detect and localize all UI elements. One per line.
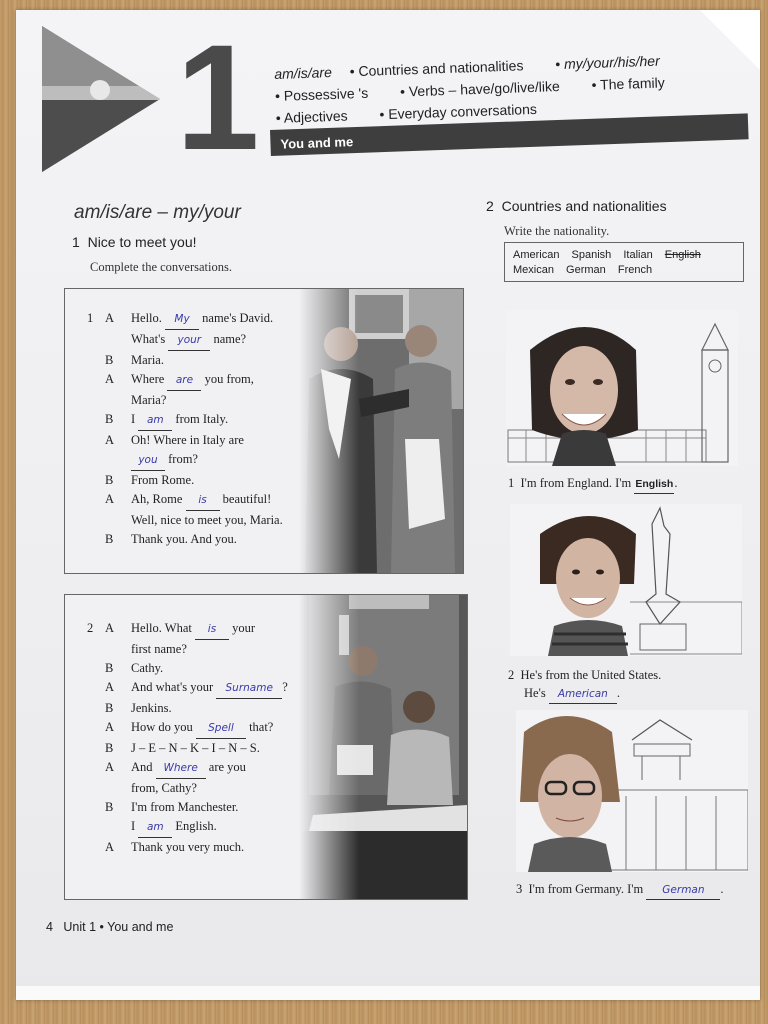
speaker-label: A xyxy=(105,840,115,854)
speaker-label: B xyxy=(105,741,114,755)
dialogue-line xyxy=(87,431,327,450)
answer-3[interactable]: German xyxy=(646,881,720,900)
dialogue-line xyxy=(87,659,327,678)
dialogue-line xyxy=(87,309,327,330)
unit-number: 1 xyxy=(176,13,254,181)
dialogue-text: Maria? xyxy=(131,393,167,407)
word-spanish: Spanish xyxy=(571,249,612,261)
dialogue-text: And xyxy=(131,760,156,774)
word-mexican: Mexican xyxy=(513,264,554,276)
dialogue-line xyxy=(87,699,327,718)
speaker-label: B xyxy=(105,661,114,675)
conversation-1-answer-blank[interactable]: are xyxy=(167,371,201,391)
page-bottom-edge xyxy=(16,986,760,1000)
exercise-1-instruction: Complete the conversations. xyxy=(90,260,232,274)
dialogue-line xyxy=(87,718,327,739)
dialogue-line xyxy=(87,471,327,490)
speaker-label: A xyxy=(105,311,115,325)
conversation-1-answer-blank[interactable]: am xyxy=(138,411,172,431)
speaker-label: B xyxy=(105,353,114,367)
dialogue-text: I xyxy=(131,412,139,426)
dialogue-text: beautiful! xyxy=(219,492,272,506)
dialogue-text: I'm from Manchester. xyxy=(131,800,239,814)
conversation-number: 2 xyxy=(87,621,94,635)
topic-verbs: Verbs – have/go/live/like xyxy=(408,78,560,100)
page-number: 4 xyxy=(46,920,53,934)
nationality-word-box xyxy=(504,242,744,282)
dialogue-text: Hello. What xyxy=(131,621,195,635)
dialogue-text: From Rome. xyxy=(131,473,195,487)
dialogue-text: Cathy. xyxy=(131,661,164,675)
dialogue-text: from Italy. xyxy=(172,412,229,426)
dialogue-text: What's xyxy=(131,332,169,346)
dialogue-text: Ah, Rome xyxy=(131,492,186,506)
exercise-1-heading: 1 Nice to meet you! xyxy=(72,234,197,250)
unit-header-triangle-image xyxy=(42,26,160,172)
dialogue-line xyxy=(87,640,327,659)
dialogue-line xyxy=(87,351,327,370)
textbook-page xyxy=(16,10,760,1000)
conversation-1-box xyxy=(64,288,464,574)
word-english: English xyxy=(664,249,701,261)
conversation-1-answer-blank[interactable]: your xyxy=(168,331,210,351)
dialogue-line xyxy=(87,530,327,549)
conversation-1-dialogue xyxy=(87,309,327,549)
dialogue-line xyxy=(87,511,327,530)
conversation-1-answer-blank[interactable]: My xyxy=(165,310,199,330)
dialogue-line xyxy=(87,678,327,699)
topic-am-is-are: am/is/are xyxy=(274,63,333,82)
nationality-item-2: 2 He's from the United States. He's American . xyxy=(508,666,661,704)
dialogue-text: Well, nice to meet you, Maria. xyxy=(131,513,283,527)
dialogue-text: Jenkins. xyxy=(131,701,172,715)
dialogue-text: English. xyxy=(172,819,217,833)
conversation-2-answer-blank[interactable]: Where xyxy=(156,759,206,779)
dialogue-text: your xyxy=(229,621,256,635)
word-french: French xyxy=(617,264,653,276)
topic-possessive-s: Possessive 's xyxy=(283,84,369,104)
page-footer: 4 Unit 1 • You and me xyxy=(46,920,174,934)
speaker-label: B xyxy=(105,412,114,426)
exercise-2-instruction: Write the nationality. xyxy=(504,224,610,238)
dialogue-text: Maria. xyxy=(131,353,164,367)
dialogue-text: ? xyxy=(282,680,288,694)
dialogue-line xyxy=(87,758,327,779)
nationality-item-3: 3 I'm from Germany. I'm German . xyxy=(516,880,724,900)
speaker-label: A xyxy=(105,372,115,386)
dialogue-text: that? xyxy=(245,720,274,734)
dialogue-text: Thank you. And you. xyxy=(131,532,237,546)
dialogue-line xyxy=(87,798,327,817)
dialogue-text: I xyxy=(131,819,139,833)
conversation-2-answer-blank[interactable]: am xyxy=(138,818,172,838)
dialogue-line xyxy=(87,330,327,351)
dialogue-line xyxy=(87,779,327,798)
topic-possessive-adjectives: my/your/his/her xyxy=(563,52,660,72)
dialogue-line xyxy=(87,619,327,640)
dialogue-line xyxy=(87,410,327,431)
unit-title: You and me xyxy=(280,134,354,152)
unit-topics-list: am/is/are • Countries and nationalities • my/your/his/her • Possessive 's • Verbs – have/go/live/like • The family • Adjectives • Everyday conversations xyxy=(274,52,665,126)
dialogue-text: you from, xyxy=(201,372,254,386)
dialogue-text: Thank you very much. xyxy=(131,840,245,854)
dialogue-text: name's David. xyxy=(199,311,274,325)
dialogue-text: first name? xyxy=(131,642,187,656)
england-illustration xyxy=(506,310,738,466)
speaker-label: A xyxy=(105,433,115,447)
word-italian: Italian xyxy=(623,249,653,261)
dialogue-text: Hello. xyxy=(131,311,166,325)
nationality-item-1: 1 I'm from England. I'm English. xyxy=(508,474,677,494)
section-title: am/is/are – my/your xyxy=(74,202,241,223)
speaker-label: B xyxy=(105,800,114,814)
germany-illustration xyxy=(516,710,748,872)
word-american: American xyxy=(513,249,560,261)
usa-illustration xyxy=(510,504,742,656)
topic-adjectives: Adjectives xyxy=(283,107,348,126)
word-german: German xyxy=(566,264,606,276)
footer-unit: Unit 1 xyxy=(63,920,97,934)
speaker-label: A xyxy=(105,492,115,506)
conversation-2-dialogue xyxy=(87,619,327,857)
speaker-label: B xyxy=(105,701,114,715)
topic-countries-nationalities: Countries and nationalities xyxy=(358,57,524,80)
speaker-label: B xyxy=(105,473,114,487)
conversation-2-box xyxy=(64,594,468,900)
dialogue-text: Where xyxy=(131,372,168,386)
conversation-2-answer-blank[interactable]: is xyxy=(195,620,229,640)
answer-2[interactable]: American xyxy=(549,685,617,704)
dialogue-line xyxy=(87,838,327,857)
dialogue-text: from? xyxy=(165,452,198,466)
topic-family: The family xyxy=(599,74,665,93)
speaker-label: A xyxy=(105,760,115,774)
conversation-2-answer-blank[interactable]: Surname xyxy=(216,679,282,699)
speaker-label: A xyxy=(105,621,115,635)
conversation-2-answer-blank[interactable]: Spell xyxy=(196,719,246,739)
dialogue-text: name? xyxy=(210,332,247,346)
dialogue-text: How do you xyxy=(131,720,196,734)
dialogue-text: are you xyxy=(205,760,246,774)
speaker-label: B xyxy=(105,532,114,546)
exercise-2-heading: 2 Countries and nationalities xyxy=(486,198,667,214)
dialogue-text: J – E – N – K – I – N – S. xyxy=(131,741,260,755)
dialogue-line xyxy=(87,817,327,838)
dialogue-line xyxy=(87,490,327,511)
dialogue-line xyxy=(87,739,327,758)
speaker-label: A xyxy=(105,680,115,694)
conversation-1-answer-blank[interactable]: is xyxy=(186,491,220,511)
topic-everyday-conversations: Everyday conversations xyxy=(387,100,538,123)
dialogue-line xyxy=(87,370,327,391)
speaker-label: A xyxy=(105,720,115,734)
dialogue-line xyxy=(87,450,327,471)
dialogue-line xyxy=(87,391,327,410)
dialogue-text: from, Cathy? xyxy=(131,781,197,795)
dialogue-text: Oh! Where in Italy are xyxy=(131,433,244,447)
answer-1[interactable]: English xyxy=(634,475,674,494)
conversation-number: 1 xyxy=(87,311,94,325)
conversation-1-answer-blank[interactable]: you xyxy=(131,451,165,471)
footer-title: You and me xyxy=(107,920,174,934)
dialogue-text: And what's your xyxy=(131,680,217,694)
